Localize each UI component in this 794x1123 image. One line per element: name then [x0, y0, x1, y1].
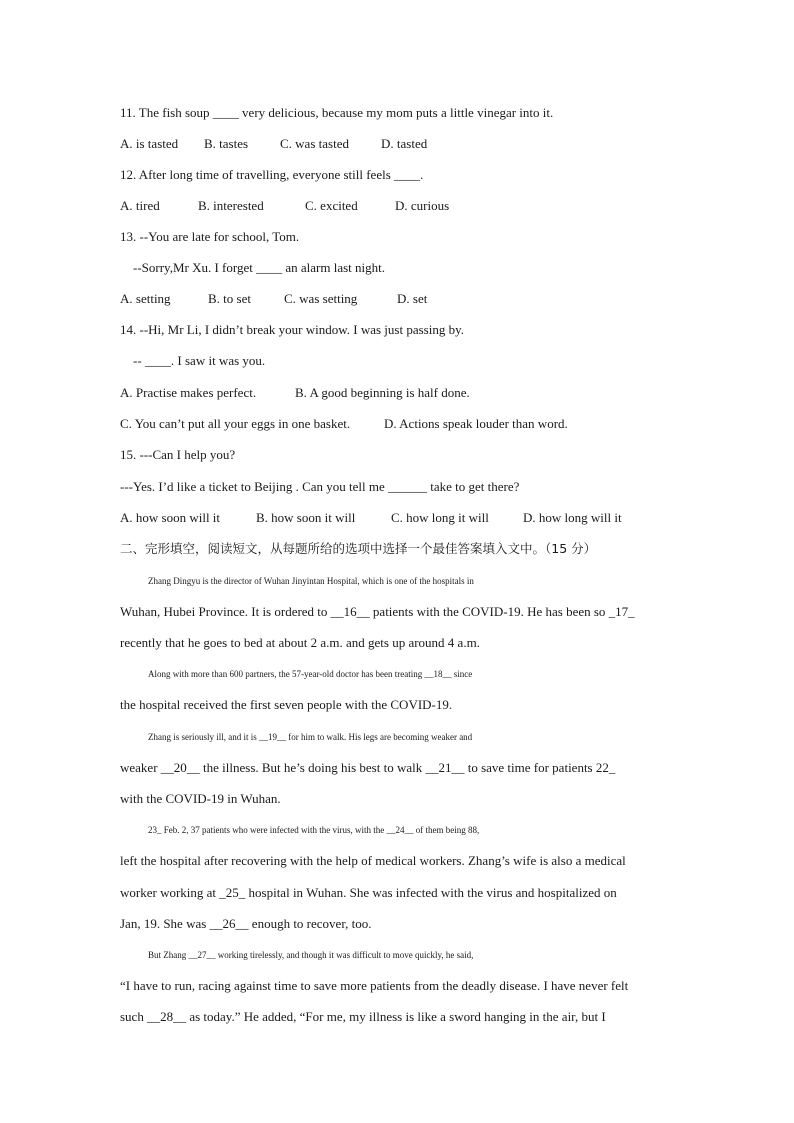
- passage-line: the hospital received the first seven people with the COVID-19.: [120, 697, 453, 712]
- passage-line: “I have to run, racing against time to save more patients from the deadly disease. I have never felt: [120, 978, 629, 993]
- option-a: A. setting: [120, 291, 171, 306]
- option-a: A. how soon will it: [120, 510, 221, 525]
- option-a: A. tired: [120, 198, 160, 213]
- question-13-reply: --Sorry,Mr Xu. I forget ____ an alarm last night.: [133, 260, 386, 275]
- option-c: C. excited: [305, 198, 358, 213]
- passage-line: weaker __20__ the illness. But he’s doing his best to walk __21__ to save time for patients 22_: [120, 760, 616, 775]
- question-15-options: [120, 509, 680, 527]
- passage-line: with the COVID-19 in Wuhan.: [120, 791, 281, 806]
- question-15-stem: 15. ---Can I help you?: [120, 447, 236, 462]
- passage-line: recently that he goes to bed at about 2 a.m. and gets up around 4 a.m.: [120, 635, 480, 650]
- question-13-stem: 13. --You are late for school, Tom.: [120, 229, 300, 244]
- passage-line: such __28__ as today.” He added, “For me, my illness is like a sword hanging in the air, but I: [120, 1009, 606, 1024]
- passage-line: But Zhang __27__ working tirelessly, and though it was difficult to move quickly, he said,: [148, 950, 474, 960]
- option-c: C. was tasted: [280, 136, 349, 151]
- question-14-options-row2: [120, 415, 680, 433]
- option-c: C. how long it will: [391, 510, 489, 525]
- option-a: A. is tasted: [120, 136, 179, 151]
- question-11-stem: 11. The fish soup ____ very delicious, because my mom puts a little vinegar into it.: [120, 105, 554, 120]
- question-11-options: [120, 135, 680, 153]
- passage-line: Jan, 19. She was __26__ enough to recover, too.: [120, 916, 372, 931]
- option-d: D. how long will it: [523, 510, 622, 525]
- option-c: C. was setting: [284, 291, 358, 306]
- question-15-reply: ---Yes. I’d like a ticket to Beijing . Can you tell me ______ take to get there?: [120, 479, 520, 494]
- section-2-title: 二、完形填空，阅读短文，从每题所给的选项中选择一个最佳答案填入文中。（15 分）: [120, 541, 597, 556]
- passage-line: left the hospital after recovering with the help of medical workers. Zhang’s wife is also a medical: [120, 853, 626, 868]
- question-12-stem: 12. After long time of travelling, everyone still feels ____.: [120, 167, 424, 182]
- option-b: B. tastes: [204, 136, 249, 151]
- option-c: C. You can’t put all your eggs in one basket.: [120, 416, 351, 431]
- option-a: A. Practise makes perfect.: [120, 385, 257, 400]
- option-b: B. interested: [198, 198, 264, 213]
- passage-line: Wuhan, Hubei Province. It is ordered to __16__ patients with the COVID-19. He has been so _17_: [120, 604, 635, 619]
- question-12-options: [120, 197, 680, 215]
- question-13-options: [120, 290, 680, 308]
- option-b: B. how soon it will: [256, 510, 356, 525]
- question-14-reply: -- ____. I saw it was you.: [133, 353, 266, 368]
- passage-line: 23_ Feb. 2, 37 patients who were infected with the virus, with the __24__ of them being 88,: [148, 825, 480, 835]
- passage-line: Zhang is seriously ill, and it is __19__ for him to walk. His legs are becoming weaker and: [148, 732, 473, 742]
- passage-line: worker working at _25_ hospital in Wuhan. She was infected with the virus and hospitalized on: [120, 885, 617, 900]
- question-14-stem: 14. --Hi, Mr Li, I didn’t break your window. I was just passing by.: [120, 322, 464, 337]
- option-b: B. A good beginning is half done.: [295, 385, 470, 400]
- option-d: D. curious: [395, 198, 450, 213]
- option-d: D. Actions speak louder than word.: [384, 416, 568, 431]
- passage-line: Zhang Dingyu is the director of Wuhan Jinyintan Hospital, which is one of the hospitals in: [148, 576, 474, 586]
- option-b: B. to set: [208, 291, 251, 306]
- passage-line: Along with more than 600 partners, the 57-year-old doctor has been treating __18__ since: [148, 669, 473, 679]
- question-14-options-row1: [120, 384, 680, 402]
- option-d: D. set: [397, 291, 428, 306]
- option-d: D. tasted: [381, 136, 428, 151]
